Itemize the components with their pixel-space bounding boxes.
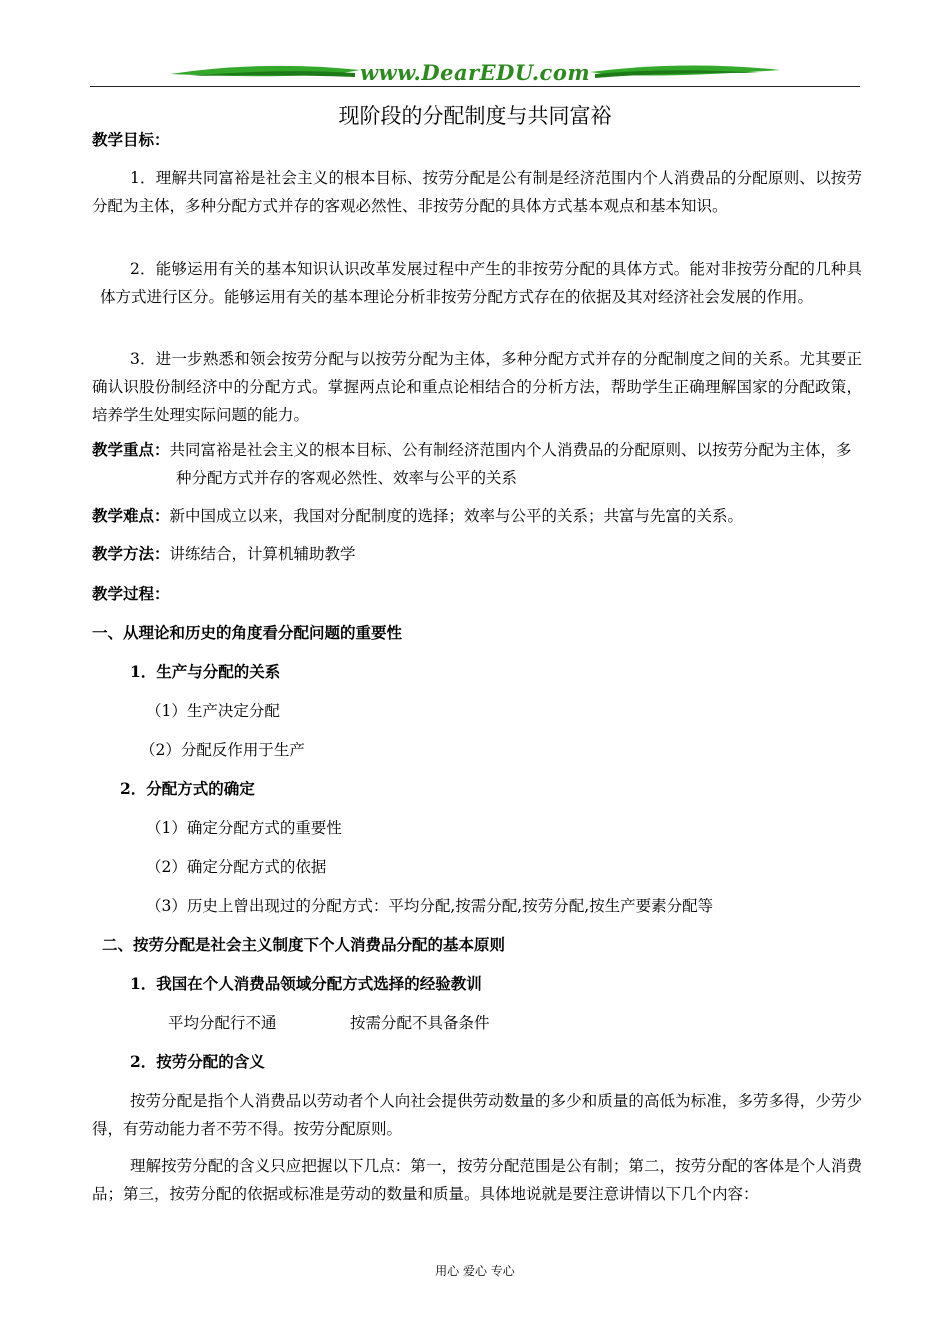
section2-heading: 二、按劳分配是社会主义制度下个人消费品分配的基本原则: [102, 935, 506, 954]
section2-sub1-item: 平均分配行不通: [168, 1014, 277, 1032]
section1-sub2-item: （3）历史上曾出现过的分配方式：平均分配,按需分配,按劳分配,按生产要素分配等: [146, 897, 714, 915]
section1-sub2-heading: 2．分配方式的确定: [120, 779, 255, 798]
difficulties-label: 教学难点：: [92, 506, 170, 525]
difficulties: [92, 502, 743, 530]
section1-sub1-heading: 1．生产与分配的关系: [130, 662, 281, 681]
section2-sub1-heading: 1．我国在个人消费品领域分配方式选择的经验教训: [130, 974, 482, 993]
goal-item-2: 2．能够运用有关的基本知识认识改革发展过程中产生的非按劳分配的具体方式。能对非按劳分配的几种具体方式进行区分。能够运用有关的基本理论分析非按劳分配方式存在的依据及其对经济社会发展的作用。: [100, 260, 862, 306]
key-points-label: 教学重点：: [92, 440, 170, 459]
goal-item-3: 3．进一步熟悉和领会按劳分配与以按劳分配为主体，多种分配方式并存的分配制度之间的关系。尤其要正确认识股份制经济中的分配方式。掌握两点论和重点论相结合的分析方法，帮助学生正确理解国家的分配政策，培养学生处理实际问题的能力。: [92, 350, 862, 424]
process-label: 教学过程：: [92, 584, 170, 603]
section1-sub1-item: （1）生产决定分配: [146, 702, 280, 720]
site-logo-text: www.DearEDU.com: [359, 60, 591, 85]
key-points-text: 共同富裕是社会主义的根本目标、公有制经济范围内个人消费品的分配原则、以按劳分配为主体，多种分配方式并存的客观必然性、效率与公平的关系: [169, 441, 852, 487]
section2-sub2-para: 按劳分配是指个人消费品以劳动者个人向社会提供劳动数量的多少和质量的高低为标准，多劳多得，少劳少得，有劳动能力者不劳不得。按劳分配原则。: [92, 1092, 862, 1138]
goal-item-1: 1．理解共同富裕是社会主义的根本目标、按劳分配是公有制是经济范围内个人消费品的分配原则、以按劳分配为主体，多种分配方式并存的客观必然性、非按劳分配的具体方式基本观点和基本知识。: [92, 169, 862, 215]
section1-heading: 一、从理论和历史的角度看分配问题的重要性: [92, 623, 403, 642]
methods-text: 讲练结合，计算机辅助教学: [169, 545, 356, 563]
section1-sub1-item: （2）分配反作用于生产: [140, 741, 305, 759]
section2-sub2-heading: 2．按劳分配的含义: [130, 1052, 265, 1071]
methods-label: 教学方法：: [92, 544, 170, 563]
methods: [92, 540, 356, 568]
page-footer: 用心 爱心 专心: [435, 1264, 515, 1278]
section1-sub2-item: （1）确定分配方式的重要性: [146, 819, 342, 837]
key-points: [92, 436, 862, 492]
section1-sub2-item: （2）确定分配方式的依据: [146, 858, 327, 876]
section2-sub2-para: 理解按劳分配的含义只应把握以下几点：第一，按劳分配范围是公有制；第二，按劳分配的客体是个人消费品；第三，按劳分配的依据或标准是劳动的数量和质量。具体地说就是要注意讲情以下几个内容：: [92, 1157, 862, 1203]
difficulties-text: 新中国成立以来，我国对分配制度的选择；效率与公平的关系；共富与先富的关系。: [169, 507, 744, 525]
header-rule: [90, 86, 860, 87]
section2-sub1-item: 按需分配不具备条件: [350, 1014, 490, 1032]
page-title: 现阶段的分配制度与共同富裕: [338, 104, 612, 128]
site-banner: [170, 58, 780, 94]
goals-label: 教学目标：: [92, 130, 170, 149]
